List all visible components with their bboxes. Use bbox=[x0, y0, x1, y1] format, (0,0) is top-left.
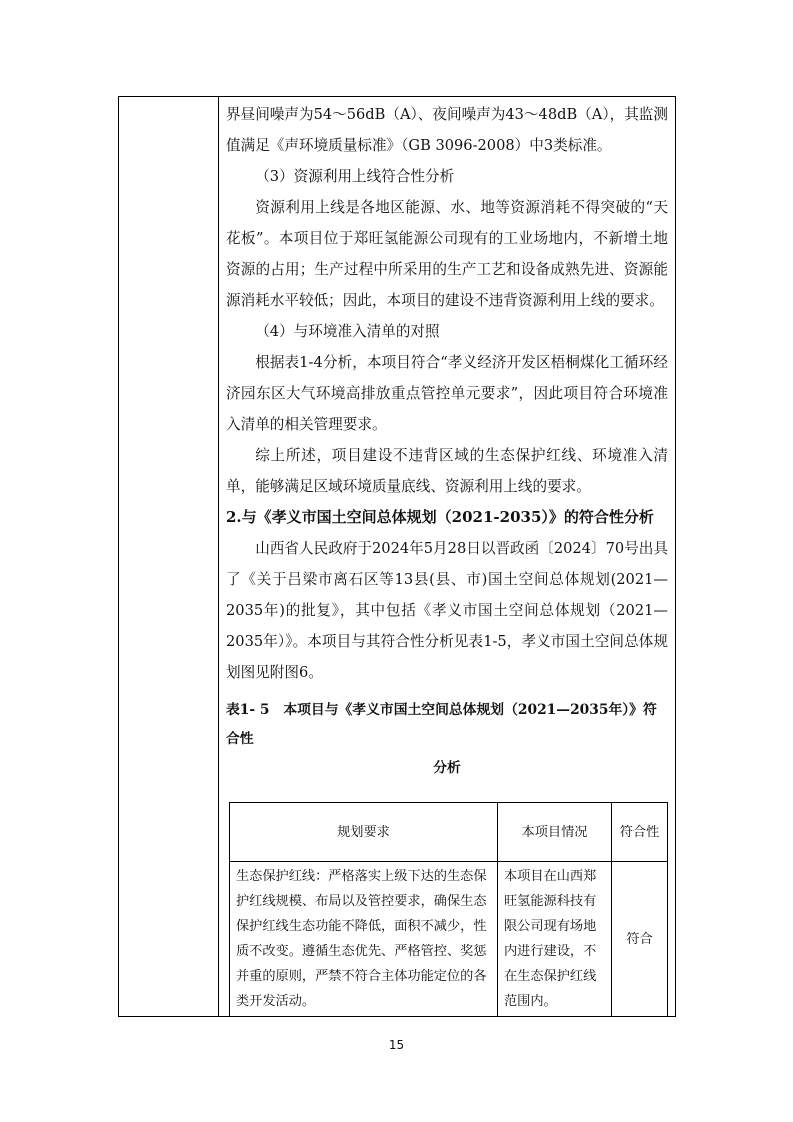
header-compliance: 符合性 bbox=[612, 803, 668, 862]
cell-requirement: 生态保护红线：严格落实上级下达的生态保护红线规模、布局以及管控要求，确保生态保护红线生态功能不降低，面积不减少，性质不改变。遵循生态优先、严格管控、奖惩并重的原则，严禁不符合主体功能定位的各类开发活动。 bbox=[230, 862, 498, 1017]
column-divider bbox=[218, 96, 219, 1017]
main-content bbox=[226, 96, 668, 783]
subheading-access-list: （4）与环境准入清单的对照 bbox=[255, 323, 440, 340]
cell-situation: 本项目在山西郑旺氢能源科技有限公司现有场地内进行建设，不在生态保护红线范围内。 bbox=[498, 862, 612, 1017]
page-number: 15 bbox=[388, 1038, 405, 1052]
paragraph-resource: 资源利用上线是各地区能源、水、地等资源消耗不得突破的“天花板”。本项目位于郑旺氢能源公司现有的工业场地内，不新增土地资源的占用；生产过程中所采用的生产工艺和设备成熟先进、资源能源消耗水平较低；因此，本项目的建设不违背资源利用上线的要求。 bbox=[226, 199, 668, 309]
table-header-row bbox=[230, 803, 668, 862]
header-requirement: 规划要求 bbox=[230, 803, 498, 862]
header-situation: 本项目情况 bbox=[498, 803, 612, 862]
table-caption-cont: 分析 bbox=[433, 760, 461, 776]
paragraph-summary: 综上所述，项目建设不违背区域的生态保护红线、环境准入清单，能够满足区域环境质量底线、资源利用上线的要求。 bbox=[226, 447, 668, 495]
table-row bbox=[230, 862, 668, 1017]
section-heading: 2.与《孝义市国土空间总体规划（2021-2035）》的符合性分析 bbox=[226, 508, 654, 526]
cell-compliance: 符合 bbox=[612, 862, 668, 1017]
table-caption: 表1- 5 本项目与《孝义市国土空间总体规划（2021—2035年）》符合性 bbox=[226, 702, 657, 747]
paragraph-access-list: 根据表1-4分析，本项目符合“孝义经济开发区梧桐煤化工循环经济园东区大气环境高排放重点管控单元要求”，因此项目符合环境准入清单的相关管理要求。 bbox=[226, 354, 668, 433]
compliance-table bbox=[229, 802, 668, 1017]
paragraph-plan: 山西省人民政府于2024年5月28日以晋政函〔2024〕70号出具了《关于吕梁市离石区等13县(县、市)国土空间总体规划(2021—2035年)的批复》，其中包括《孝义市国土空间总体规划（2021—2035年）》。本项目与其符合性分析见表1-5，孝义市国土空间总体规划图见附图6。 bbox=[226, 540, 668, 681]
paragraph-noise: 界昼间噪声为54～56dB（A）、夜间噪声为43～48dB（A），其监测值满足《声环境质量标准》（GB 3096-2008）中3类标准。 bbox=[226, 106, 668, 154]
subheading-resource: （3）资源利用上线符合性分析 bbox=[255, 168, 455, 185]
